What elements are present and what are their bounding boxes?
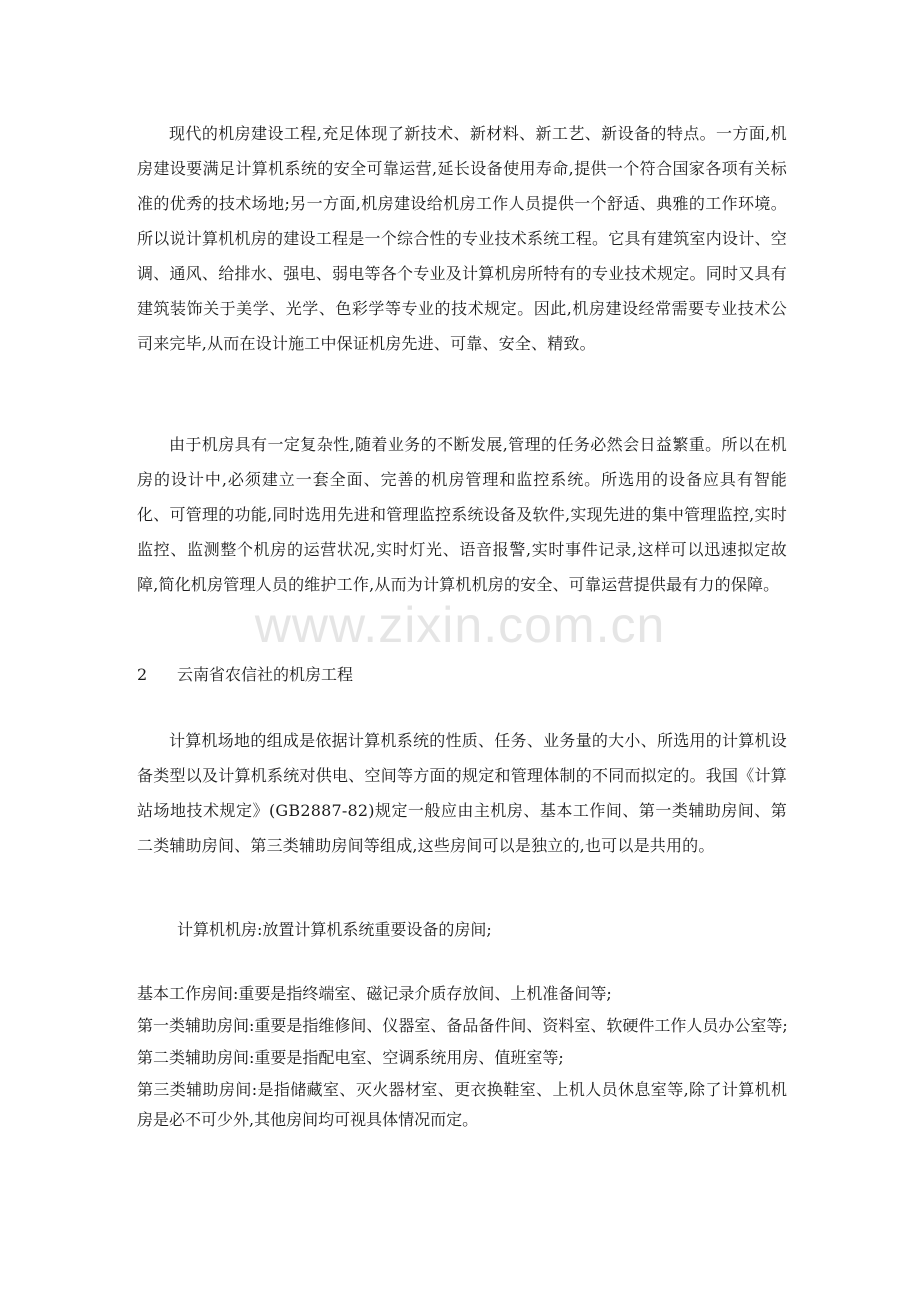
list-item-class2-room: 第二类辅助房间:重要是指配电室、空调系统用房、值班室等; bbox=[137, 1048, 564, 1067]
list-item-computer-room: 计算机机房:放置计算机系统重要设备的房间; bbox=[177, 920, 492, 939]
list-item-class3-room: 第三类辅助房间:是指储藏室、灭火器材室、更衣换鞋室、上机人员休息室等,除了计算机机房是必不可少外,其他房间均可视具体情况而定。 bbox=[137, 1080, 787, 1129]
paragraph-intro: 现代的机房建设工程,充足体现了新技术、新材料、新工艺、新设备的特点。一方面,机房建设要满足计算机系统的安全可靠运营,延长设备使用寿命,提供一个符合国家各项有关标准的优秀的技术场地;另一方面,机房建设给机房工作人员提供一个舒适、典雅的工作环境。所以说计算机机房的建设工程是一个综合性的专业技术系统工程。它具有建筑室内设计、空调、通风、给排水、强电、弱电等各个专业及计算机房所特有的专业技术规定。同时又具有建筑装饰关于美学、光学、色彩学等专业的技术规定。因此,机房建设经常需要专业技术公司来完毕,从而在设计施工中保证机房先进、可靠、安全、精致。 bbox=[137, 124, 787, 353]
paragraph-management: 由于机房具有一定复杂性,随着业务的不断发展,管理的任务必然会日益繁重。所以在机房的设计中,必须建立一套全面、完善的机房管理和监控系统。所选用的设备应具有智能化、可管理的功能,同时选用先进和管理监控系统设备及软件,实现先进的集中管理监控,实时监控、监测整个机房的运营状况,实时灯光、语音报警,实时事件记录,这样可以迅速拟定故障,简化机房管理人员的维护工作,从而为计算机机房的安全、可靠运营提供最有力的保障。 bbox=[137, 435, 787, 594]
list-item-basic-room: 基本工作房间:重要是指终端室、磁记录介质存放间、上机准备间等; bbox=[137, 984, 612, 1003]
section-number: 2 bbox=[137, 665, 148, 684]
section-title: 云南省农信社的机房工程 bbox=[177, 665, 354, 684]
section-heading bbox=[137, 662, 353, 688]
paragraph-site-composition: 计算机场地的组成是依据计算机系统的性质、任务、业务量的大小、所选用的计算机设备类型以及计算机系统对供电、空间等方面的规定和管理体制的不同而拟定的。我国《计算站场地技术规定》(GB2887-82)规定一般应由主机房、基本工作间、第一类辅助房间、第二类辅助房间、第三类辅助房间等组成,这些房间可以是独立的,也可以是共用的。 bbox=[137, 731, 787, 855]
watermark: www.zixin.com.cn bbox=[254, 597, 666, 653]
list-item-class1-room: 第一类辅助房间:重要是指维修间、仪器室、备品备件间、资料室、软硬件工作人员办公室等; bbox=[137, 1016, 788, 1035]
